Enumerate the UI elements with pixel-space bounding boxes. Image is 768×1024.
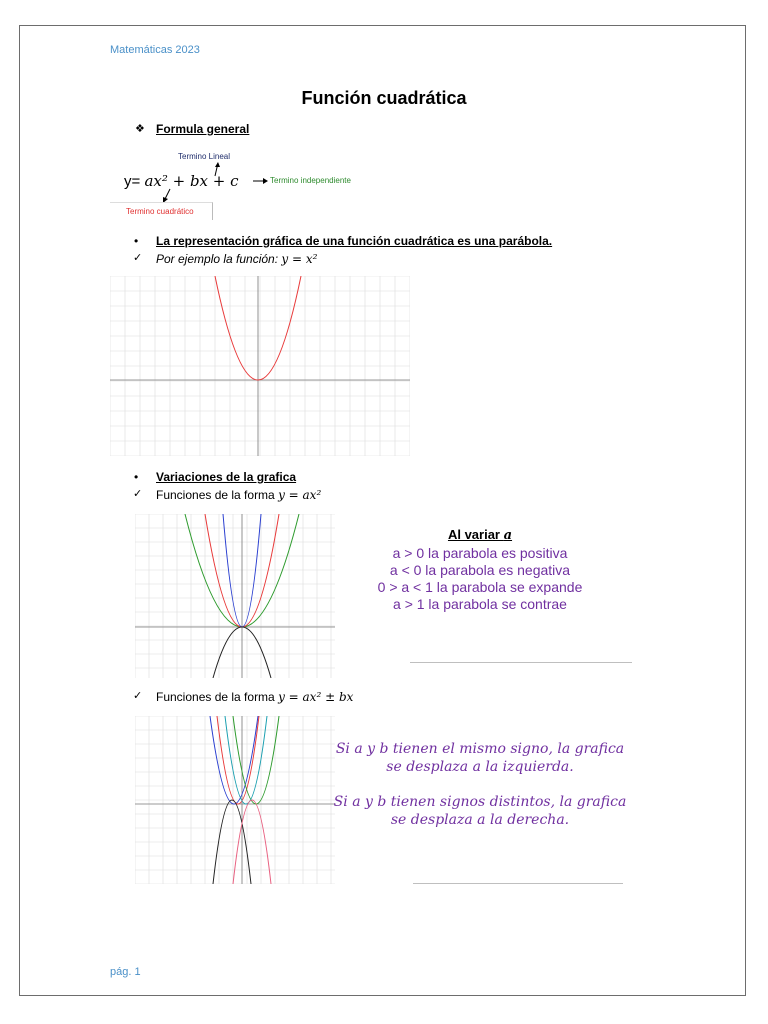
- check-icon: ✓: [133, 252, 143, 264]
- variation-item-2: [156, 690, 353, 704]
- note1-line2: se desplaza a la izquierda.: [386, 759, 574, 775]
- cuadratico-label-box: [110, 202, 213, 220]
- section-heading-formula: Formula general: [156, 122, 250, 136]
- page-title: Función cuadrática: [301, 88, 467, 108]
- example-text: Por ejemplo la función:: [156, 252, 282, 266]
- note2-line1: Si a y b tienen signos distintos, la grafica: [333, 794, 627, 810]
- rule-item: a < 0 la parabola es negativa: [389, 562, 571, 578]
- item2-text: Funciones de la forma: [156, 690, 279, 704]
- round-bullet-icon: •: [134, 234, 139, 248]
- check-icon-3: ✓: [133, 690, 143, 702]
- rule-item: 0 > a < 1 la parabola se expande: [377, 579, 583, 595]
- arrow-independiente-icon: [251, 175, 271, 187]
- rules-title: [335, 527, 625, 543]
- graph-variation-ab: [135, 716, 335, 884]
- label-termino-lineal: Termino Lineal: [178, 152, 231, 161]
- note2-line2: se desplaza a la derecha.: [390, 812, 570, 828]
- shift-notes: [330, 740, 630, 829]
- rule-item: a > 0 la parabola es positiva: [392, 545, 568, 561]
- general-formula: [124, 172, 239, 190]
- example-formula: y = x²: [281, 252, 318, 266]
- formula-body: ax² + bx + c: [144, 172, 239, 190]
- label-termino-independiente: Termino independiente: [270, 176, 351, 185]
- variation-rules-box: [335, 527, 625, 613]
- item2-formula: y = ax² ± bx: [278, 690, 354, 704]
- divider-line: [410, 662, 632, 663]
- section-heading-variaciones: Variaciones de la grafica: [156, 470, 297, 484]
- section-heading-representacion: La representación gráfica de una función cuadrática es una parábola.: [156, 234, 553, 248]
- item1-text: Funciones de la forma: [156, 488, 279, 502]
- rules-title-var: a: [503, 528, 513, 543]
- formula-prefix: y=: [124, 173, 145, 190]
- graph-variation-a: [135, 514, 335, 678]
- variation-item-1: [156, 488, 321, 502]
- page-number: pág. 1: [110, 966, 141, 978]
- page-frame: [19, 25, 746, 996]
- note1-line1: Si a y b tienen el mismo signo, la grafica: [335, 741, 625, 757]
- round-bullet-icon-2: •: [134, 470, 139, 484]
- example-line: [156, 252, 317, 266]
- check-icon-2: ✓: [133, 488, 143, 500]
- divider-line-2: [413, 883, 623, 884]
- rules-list: [335, 545, 625, 613]
- graph-parabola-basic: [110, 276, 410, 456]
- item1-formula: y = ax²: [278, 488, 322, 502]
- diamond-bullet-icon: ❖: [135, 123, 145, 135]
- rules-title-text: Al variar: [447, 527, 504, 542]
- rule-item: a > 1 la parabola se contrae: [393, 596, 567, 612]
- running-header: Matemáticas 2023: [110, 44, 200, 56]
- label-termino-cuadratico: Termino cuadrático: [126, 207, 194, 216]
